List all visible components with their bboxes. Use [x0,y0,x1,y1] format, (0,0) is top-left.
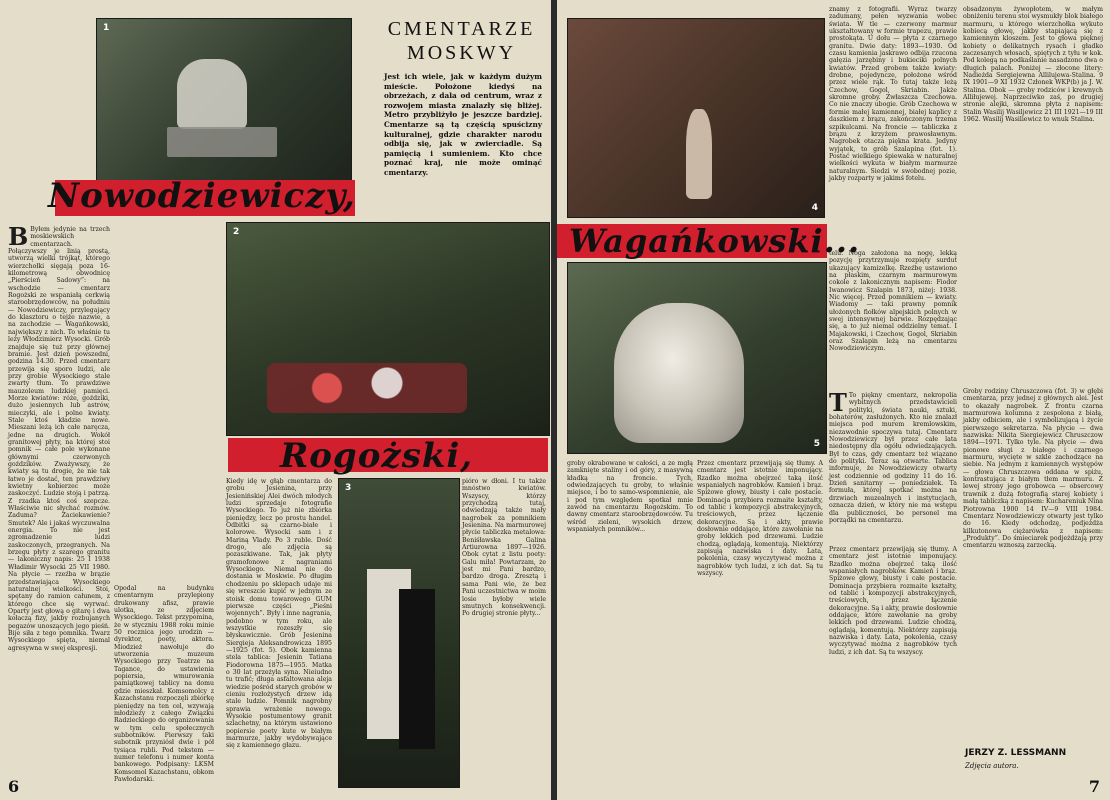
photo-3-khrushchev-grave [338,478,460,788]
photo-1-chaliapin-monument [96,18,352,190]
marble-bust [614,303,744,443]
column-text: pióro w dłoni. I tu także mnóstwo kwiatów. Wszyscy, którzy przychodzą tutaj, odwiedzają także mały nagrobek za pomnikiem Jesienina. Na marmurowej płycie tabliczka metalowa: Beniśławska Galina Artiurowna 1897—1926. Obok cytat z listu poety: Galu miła! Powtarzam, że jest mi Pani bardzo, bardzo droga. Zresztą i sama Pani wie, że bez Pani uczestnictwa w moim losie byłoby wiele smutnych konsekwencji. Po drugiej stronie płyty... [462,478,546,618]
text-column-left-c [226,478,332,773]
text-column-left-a [8,222,110,764]
photo-2-wysocki-grave [226,222,550,436]
author-signature: JERZY Z. LESSMANN [965,748,1067,758]
photo-4-columbarium [567,18,825,218]
photo-number: 2 [233,227,240,237]
text-column-right-f [963,388,1103,740]
flowers [267,363,467,413]
monument-black [399,589,435,749]
column-text: Kiedy idę w głąb cmentarza do grobu Jesienina, przy Jesienińskiej Alei dwóch młodych ludzi sprzedaje fotografie Wysockiego. To już nie zbiórka pieniędzy, lecz po prostu handel. Odbitki są czarno-białe i kolorowe. Wysocki sam i z Mariną Vlady. Po 3 ruble. Dość drogo, ale zdjęcia są pozaszkiwane. Tak, jak płyty gramofonowe z nagraniami Wysockiego. Niemal nie do dostania w Moskwie. Po długim chodzeniu po sklepach udaje mi się wreszcie kupić w jednym ze stoisk domu towarowego GUM pierwsze części „Pieśni wojennych”. Były i inne nagrania, podobno w tym roku, ale wszystkie rozeszły się błyskawicznie. Grób Jesienina Siergieja Aleksandrowicza 1895—1925 (fot. 5). Obok kamienna stela tablica: Jesienin Tatiana Fiodorowna 1875—1955. Matka o 30 lat przeżyła syna. Nieiudno tu trafić; długa asfaltowana aleja wiedzie pośród starych grobów w cieniu rozłożystych drzew idą stale ludzie. Pomnik nagrobny sprawia wrażenie nowego. Wysokie postumentowy granit szlachetny, na którym ustawiono popiersie poety kute w białym marmurze, jakby wydobywające się z kamiennego głazu. [226,478,332,750]
column-text: Przez cmentarz przewijają się tłumy. A cmentarz jest istotnie imponujący. Rzadko można obejrzeć taką ilość wspaniałych nagrobków. Kamień i brąz. Spiżowe głowy, biusty i całe postacie. Dominacja przybiera rozmaite kształty, od tablic i kompozycji abstrakcyjnych, treściowych, przez łączenie dekoracyjne. Są i akty, prawie dosłownie oddające, które zawołanie na groby lekkich pod drzewami. Ludzie chodzą, oglądają, komentują. Niektórzy zapisują nazwiska i daty. Lata, pokolenia, czasy wyczytywać można z nagrobków tych ludzi, z ich dat. Są tu wszyscy. [829,546,957,656]
drop-cap: T [829,388,847,417]
text-column-left-b [114,585,214,783]
text-column-left-d [462,478,546,618]
column-text: To piękny cmentarz, nekropolia wybitnych przedstawicieli polityki, świata nauki, sztuki, bohaterów, zasłużonych. Kto nie znalazł miejsca pod murem kremlowskim, niezawodnie spoczywa tutaj. Cmentarz Nowodziewiczy był przez całe lata niedostępny dla ogółu odwiedzających. Był to czas, gdy cmentarz też wiązano do polityki. Teraz są otwarte. Tablica informuje, że Nowodziewiczy otwarty jest codziennie od godziny 11 do 16. Dzień sanitarny — poniedziałek. Ta formuła, której spotkać można na drzwiach muzealnych i instytucjach, oznacza dzień, w który nie ma wstępu dla publiczności, bo personel ma porządki na cmentarzu. [829,392,957,524]
column-text: Przez cmentarz przewijają się tłumy. A cmentarz jest istotnie imponujący. Rzadko można obejrzeć taką ilość wspaniałych nagrobków. Kamień i brąz. Spiżowe głowy, biusty i całe postacie. Dominacja przybiera rozmaite kształty, od tablic i kompozycji abstrakcyjnych, treściowych, przez łączenie dekoracyjne. Są i akty, prawie dosłownie oddające, które zawołanie na groby lekkich pod drzewami. Ludzie chodzą, oglądają, komentują. Niektórzy zapisują nazwiska i daty. Lata, pokolenia, czasy wyczytywać można z nagrobków tych ludzi, z ich dat. Są tu wszyscy. [697,460,823,578]
left-page [0,0,551,800]
headline-nowodziewiczy: Nowodziewiczy, [48,176,356,216]
column-text: znamy z fotografii. Wyraz twarzy zadumany, pełen wyzwania wobec świata. W tle — czerwony marmur ukształtowany w formie trapezu, prawie prostokąta. U dołu — płyta z czarnego granitu. Dwie daty: 1893—1930. Od czasu kamienia jaskrawo odbija rzucona gałęzia jarzębiny i bukieciki polnych kwiatów. Przed grobem także kwiaty: drobne, pojedyncze, położone wśród przez wiele rąk. To tutaj także leżą Czechow, Gogol, Skriabin. Jakże skromne groby. Zwłaszcza Czechowa. Co nie znaczy ubogie. Grób Czechowa w formie małej kamiennej, białej kaplicy z daszkiem z brązu, zakończonym trzema szpikulcami. Na froncie — tabliczka z brązu z krzyżem prawosławnym. Nagrobek otacza piękna krata. Jedyny wyjątek, to grób Szalapina (fot. 1). Postać wielkiego śpiewaka w naturalnej wielkości wykuta w białym marmurze naturalnym. Siedzi w swobodnej pozie, jakby rozparty w jakimś fotelu. [829,6,957,182]
title-box [372,0,551,212]
statue-pedestal [167,127,277,157]
statue-figure [177,59,247,129]
drop-cap: B [8,222,29,251]
photo-credit: Zdjęcia autora. [965,762,1019,770]
photo-number: 5 [813,439,820,449]
text-column-right-a [829,6,957,244]
photo-number: 4 [811,203,818,213]
column-text: Groby rodziny Chruszczowa (fot. 3) w głębi cmentarza, przy jednej z głównych alei. Jest to okazały nagrobek. Z frontu czarna marmurowa kolumna z zespolona z białą, jakby odbiciem, ale i symbolizującą i życie pierwszego sekretarza. Na płycie — dwa nazwiska: Nikita Siergiejewicz Chruszczow 1894—1971. Tylko tyle. Na płycie — dwa pionowe sługi z białego i czarnego marmuru, wycięte w szkle zachodzące na siebie. Na jednym z kamiennych występów — głowa Chruszczowa oddana w spiżu, kontrastująca z białym tłem marmuru. Z lewej strony jego grobowca — obsercowy trawnik z dużą fotografią starej kobiety i małą tabliczką z napisem: Kuchareniuk Nina Piotrowna 1900 14 IV—9 VIII 1984. Cmentarz Nowodziewiczy otwarty jest tylko do 16. Kiedy odchodzę, podjeżdża kilkutonowa ciężarówka z napisem: „Produkty”. Do śmieciarek podjeżdżają przy cmentarzu wznoszą zarzecką. [963,388,1104,550]
text-column-right-b [963,6,1103,382]
page-number-right: 7 [1088,777,1100,796]
column-text: obsadzonym żywopłotem, w małym obniżeniu terenu stoi wysmukły blok białego marmuru, u którego wierzchołka wykuto kobiecą głowę, jakby stapiającą się z kamiennym kloszem. Jest to głowa pięknej kobiety o delikatnych rysach i gładko zaczesanych włosach, spiętych z tyłu w kok. Pod kolegą na podkaślanie nasadzono dwa o długich palach. Poniżej — złocone litery: Nadieżda Sergiejewna Allilujewa-Stalina. 9 IX 1901—9 XI 1932 Członek WKP(b) ja J. W. Stalina. Obok — groby rodziców i krewnych Alliłujewej. Naprzeciwko zaś, po drugiej stronie alejki, skromna płyta z napisem: Stalin Wasilij Wasiljewicz 21 III 1921—19 III 1962. Wasilij Wasiliewicz to wnuk Stalina. [963,6,1103,124]
lead-paragraph: Jest ich wiele, jak w każdym dużym mieście. Położone kiedyś na obrzeżach, z dala od centrum, wraz z rozwojem miasta znalazły się bliżej. Metro przybliżyło je jeszcze bardziej. Cmentarze są tą częścią spuścizny kulturalnej, gdzie charakter narodu odbija się, jak w zwierciadle. Są pamięcią i sumieniem. Kto chce poznać kraj, nie może ominąć cmentarzy. [384,72,542,177]
column-text: groby okrabowane w całości, a ze mgłą zamknięte staliny i od góry, z masywną kładką na froncie. Tych, odwiedzających tu groby, to właśnie miejsce, i bo to samo-wspomnienie, ale i pod tym względem spotkał mnie zawód na cmentarzu Rogożskim. To dawny cmentarz staroobrzędowców. Tu wśród zieleni, wysokich drzew, wspaniałych pomników... [567,460,693,534]
photo-5-yesenin-bust [567,262,827,454]
text-column-right-c [829,250,957,388]
text-column-right-e [829,546,957,776]
photo-number: 3 [345,483,352,493]
page-title-line1: CMENTARZE [387,18,536,40]
headline-waganski: Wagańkowski... [569,222,861,260]
photo-number: 1 [103,23,110,33]
woman-figure [686,109,712,199]
column-text: Byłem jedynie na trzech moskiewskich cmentarzach. Połączywszy je linią prostą, utworzą wielki trójkąt, którego wierzchołki sięgają poza 16-kilometrową obwodnicę „Pierścień Sadowy”: na wschodzie — cmentarz Rogożski ze wspaniałą cerkwią staroobrzędowców, na południu — Nowodziewiczy, przylegający do klasztoru o tejże nazwie, a na zachodzie — Wagańkowski, największy z nich. To właśnie tu leży Włodzimierz Wysocki. Grób znajduje się tuż przy głównej bramie. Jest dzień powszedni, godzina 14.30. Przed cmentarz przewija się sporo ludzi, ale przy grobie Wysockiego stale zwarty tłum. To prawdziwe mauzoleum ludzkiej pamięci. Morze kwiatów: róże, goździki, dużo jesiennych lub astrów, mieczyki, ale i polne kwiaty. Stale ktoś kładzie nowe. Mieszani leżą ich całe naręcza, jedne na drugich. Wokół granitowej płyty, na której stoi pomnik — całe pole wykonane głównymi czerwonych goździków. Zważywszy, że kwiaty są tu drogie, że nie tak łatwo je dostać, ten prawdziwy kwietny kobierzec może zaskoczyć. Ludzie stoją i patrzą. Z rzadka ktoś coś szepcze. Właściwie nic słychać rozmów. Zaduma? Zaciekawienie? Smutek? Ale i jakaś wyczuwalna energia. To nie jest zgromadzenie ludzi zaskoczonych, przegranych. Na brzegu płyty z szarego granitu — lakoniczny napis: 25 I 1938 Władimir Wysocki 25 VII 1980. Na płycie — rzeźba w brązie przedstawiająca Wysockiego naturalnej wielkości. Stoi, spętany do ramion całunem, z którego chce się wyrwać. Oparty jest głową o gitarę i dwa kołaczą fizy, jakby rozbujanych pegazów unoszących jego pieśń. Bije siła z tego pomnika. Twarz Wysockiego spięta, niemal agresywna w swej ekspresji. [8,226,110,652]
page-title-line2: MOSKWY [406,42,517,64]
text-column-right-g [567,460,693,776]
text-column-right-d [829,388,957,540]
column-text: Opodal na budynku cmentarnym przylepiony drukowany afisz, prawie ulotka, ze zdjęciem Wysockiego. Tekst przypomina, że w styczniu 1988 roku minie 50 rocznica jego urodzin — dyrektor, poety, aktora. Miodzież nawołuje do utworzenia muzeum Wysockiego przy Teatrze na Tagance, do ustawienia popiersia, wmurowania pamiątkowej tablicy na domu gdzie mieszkał. Komsomolcy z Kazachstanu rozpoczęli zbiórkę pieniędzy na ten cel, wzywają młodzieży z całego Związku Radzieckiego do organizowania w tym celu społecznych subbotników. Pierwszy taki subotnik przyniósł dwie i pół tysiąca rubli. Pod tekstem — numer telefonu i numer konta bankowego. Podpisany: LKSM Komsomol Kazachstanu, obkom Pawłodarski. [114,585,214,783]
page-number-left: 6 [8,777,20,796]
headline-rogozski: Rogożski, [280,436,474,476]
column-text: telu. Noga założona na nogę, lekką pozycję przytrzymuje rozpięty surdut ukazujący kamizelkę. Rzeźbę ustawiono na płaskim, czarnym marmurowym cokole z lakonicznym napisem: Fiodor Iwanowicz Szalapin 1873, niżej: 1938. Nic więcej. Przed pomnikiem — kwiaty. Wiadomy — taki prawny pomnik ułożonych fiołków alpejskich polnych w swej intensywnej barwie. Rozpędzając się, a to już niemal oddzielny temat. I Majakowski, i Czechow, Gogol, Skriabin oraz Szalapin leżą na cmentarzu Nowodziewiczym. [829,250,957,353]
text-column-right-h [697,460,823,776]
right-page [557,0,1110,800]
